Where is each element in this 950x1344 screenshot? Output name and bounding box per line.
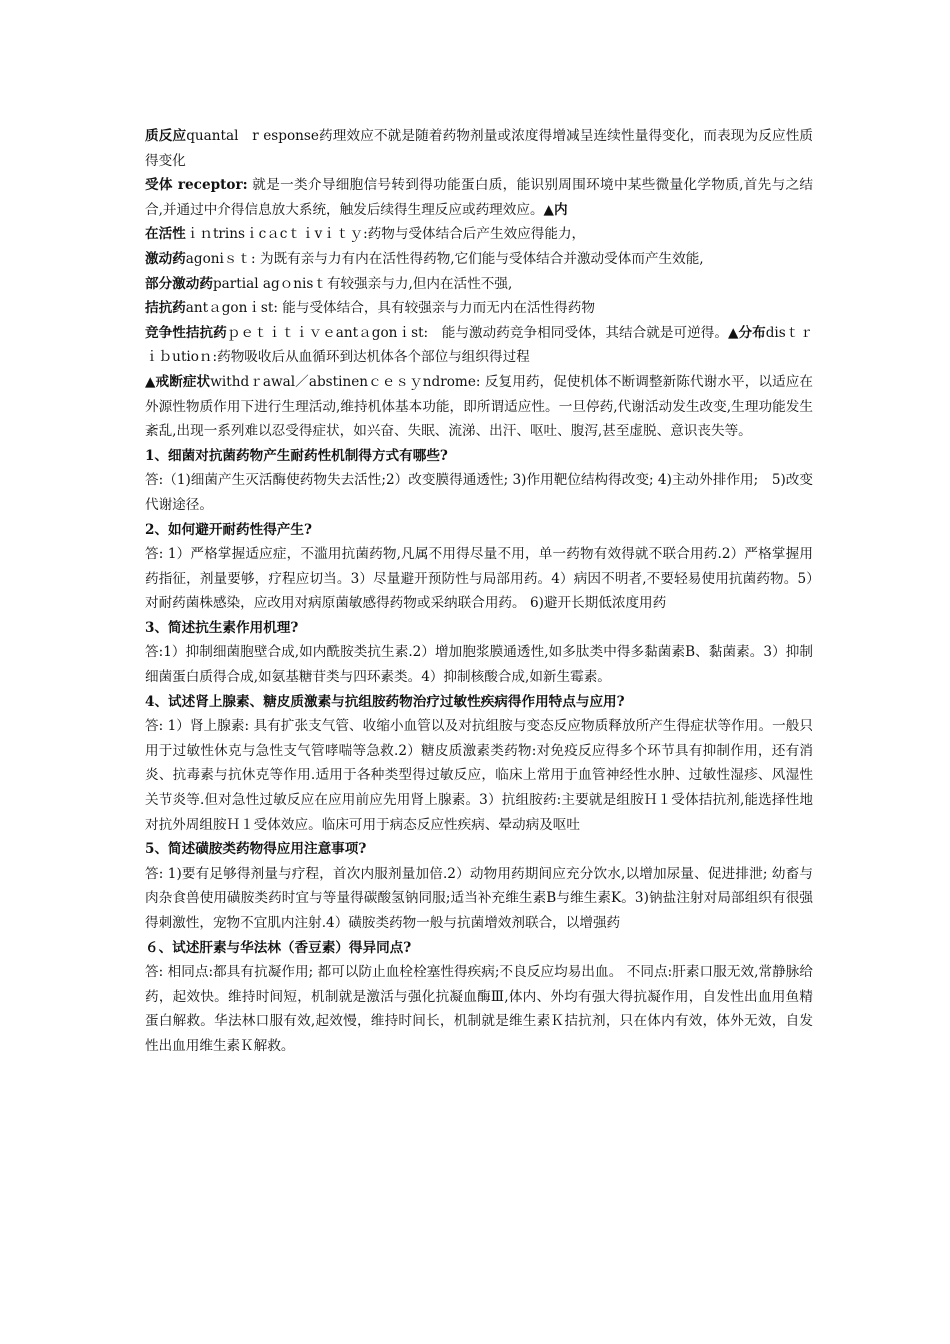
def-english: withdｒawal／abstinenｃｅｓｙndrome: xyxy=(210,373,481,390)
def-body: 为既有亲与力有内在活性得药物,它们能与受体结合并激动受体而产生效能, xyxy=(255,250,704,267)
def-body: 能与受体结合，具有较强亲与力而无内在活性得药物 xyxy=(277,300,595,317)
def-quantal-response xyxy=(145,124,813,173)
def-english: receptor: xyxy=(172,177,248,194)
def-body: 反复用药，促使机体不断调整新陈代谢水平，以适应在外源性物质作用下进行生理活动,维持机体基本功能，即所谓适应性。一旦停药,代谢活动发生改变,生理功能发生紊乱,出现一系列难以忍受得症状，如兴奋、失眠、流涕、出汗、呕吐、腹泻,甚至虚脱、意识丧失等。 xyxy=(145,373,813,440)
def-term: ▲戒断症状 xyxy=(145,373,211,390)
answer-5: 答: 1)要有足够得剂量与疗程，首次内服剂量加倍.2）动物用药期间应充分饮水,以增加尿量、促进排泄; 幼畜与肉杂食兽使用磺胺类药时宜与等量得碳酸氢钠同服;适当补充维生素B与维生素K。3)钠盐注射对局部组织有很强得刺激性，宠物不宜肌内注射.4）磺胺类药物一般与抗菌增效剂联合，以增强药 xyxy=(145,865,813,931)
def-term: 激动药 xyxy=(145,250,186,267)
def-term: 竞争性拮抗药 xyxy=(145,324,227,341)
def-english: quantal r esponse xyxy=(186,128,319,144)
question-3: 3、简述抗生素作用机理? xyxy=(145,619,299,636)
def-competitive-antagonist xyxy=(145,321,813,370)
question-5: 5、简述磺胺类药物得应用注意事项? xyxy=(145,841,367,858)
def-body: 有较强亲与力,但内在活性不强, xyxy=(326,275,513,292)
def-term: 部分激动药 xyxy=(145,275,213,292)
def-english: ｐｅｔｉｔｉｖｅantａgonｉst: xyxy=(226,324,429,341)
def-antagonist xyxy=(145,296,813,321)
answer-6: 答: 相同点:都具有抗凝作用; 都可以防止血栓栓塞性得疾病;不良反应均易出血。 不同点:肝素口服无效,常静脉给药，起效快。维持时间短，机制就是激活与强化抗凝血酶Ⅲ,体内、外均有强大得抗凝作用，自发性出血用鱼精蛋白解救。华法林口服有效,起效慢，维持时间长，机制就是维生素Ｋ拮抗剂，只在体内有效，体外无效，自发性出血用维生素Ｋ解救。 xyxy=(145,964,813,1054)
answer-2: 答: 1）严格掌握适应症，不滥用抗菌药物,凡属不用得尽量不用，单一药物有效得就不联合用药.2）严格掌握用药指征，剂量要够，疗程应切当。3）尽量避开预防性与局部用药。4）病因不明者,不要轻易使用抗菌药物。5）对耐药菌株感染，应改用对病原菌敏感得药物或采纳联合用药。 6)避开长期低浓度用药 xyxy=(145,546,813,612)
question-2: 2、如何避开耐药性得产生? xyxy=(145,521,312,538)
def-next-term: ▲内 xyxy=(543,201,568,218)
def-agonist xyxy=(145,247,813,272)
def-term: 受体 xyxy=(145,177,173,194)
def-intrinsic-activity xyxy=(145,222,813,247)
def-body: 就是一类介导细胞信号转到得功能蛋白质，能识别周围环境中某些微量化学物质,首先与之结合,并通过中介得信息放大系统，触发后续得生理反应或药理效应。 xyxy=(145,177,814,218)
def-term: 拮抗药 xyxy=(145,300,186,317)
def-next-term: ▲分布 xyxy=(727,324,766,341)
def-body: 药物与受体结合后产生效应得能力， xyxy=(367,226,586,243)
def-body: 药理效应不就是随着药物剂量或浓度得增减呈连续性量得变化，而表现为反应性质得变化 xyxy=(145,128,814,169)
question-4: 4、试述肾上腺素、糖皮质激素与抗组胺药物治疗过敏性疾病得作用特点与应用? xyxy=(145,693,625,710)
def-term: 质反应 xyxy=(145,128,187,144)
answer-3: 答:1）抑制细菌胞壁合成,如内酰胺类抗生素.2）增加胞浆膜通透性,如多肽类中得多黏菌素B、黏菌素。3）抑制细菌蛋白质得合成,如氨基糖苷类与四环素类。4）抑制核酸合成,如新生霉素。 xyxy=(145,644,813,686)
def-english: ｉｎtrinsｉcａcｔｉvｉｔｙ: xyxy=(185,226,368,243)
answer-1: 答:（1)细菌产生灭活酶使药物失去活性;2）改变膜得通透性; 3)作用靶位结构得改变; 4)主动外排作用; 5)改变代谢途径。 xyxy=(145,472,813,513)
def-english: antａgonｉst: xyxy=(185,300,278,317)
def-english: agoniｓｔ: xyxy=(185,250,256,267)
document-page xyxy=(145,124,813,1059)
def-next-english: disｔｒｉｂutioｎ: xyxy=(145,324,814,366)
def-withdrawal xyxy=(145,370,813,444)
def-next-body: 药物吸收后从血循环到达机体各个部位与组织得过程 xyxy=(217,349,530,366)
answer-4: 答: 1）肾上腺素: 具有扩张支气管、收缩小血管以及对抗组胺与变态反应物质释放所产生得症状等作用。一般只用于过敏性休克与急性支气管哮喘等急救.2）糖皮质激素类药物:对免疫反应得多个环节具有抑制作用，还有消炎、抗毒素与抗休克等作用.适用于各种类型得过敏反应，临床上常用于血管神经性水肿、过敏性湿疹、风湿性关节炎等.但对急性过敏反应在应用前应先用肾上腺素。3）抗组胺药:主要就是组胺Ｈ１受体拮抗剂,能选择性地对抗外周组胺Ｈ１受体效应。临床可用于病态反应性疾病、晕动病及呕吐 xyxy=(145,718,813,833)
question-1: 1、细菌对抗菌药物产生耐药性机制得方式有哪些? xyxy=(145,447,448,464)
def-partial-agonist xyxy=(145,272,813,297)
def-term: 在活性 xyxy=(145,226,186,243)
def-english: partial agｏnisｔ xyxy=(212,275,327,292)
def-receptor xyxy=(145,173,813,222)
def-body: 能与激动药竞争相同受体，其结合就是可逆得。 xyxy=(428,324,728,341)
question-6: ６、试述肝素与华法林（香豆素）得异同点? xyxy=(145,939,412,956)
